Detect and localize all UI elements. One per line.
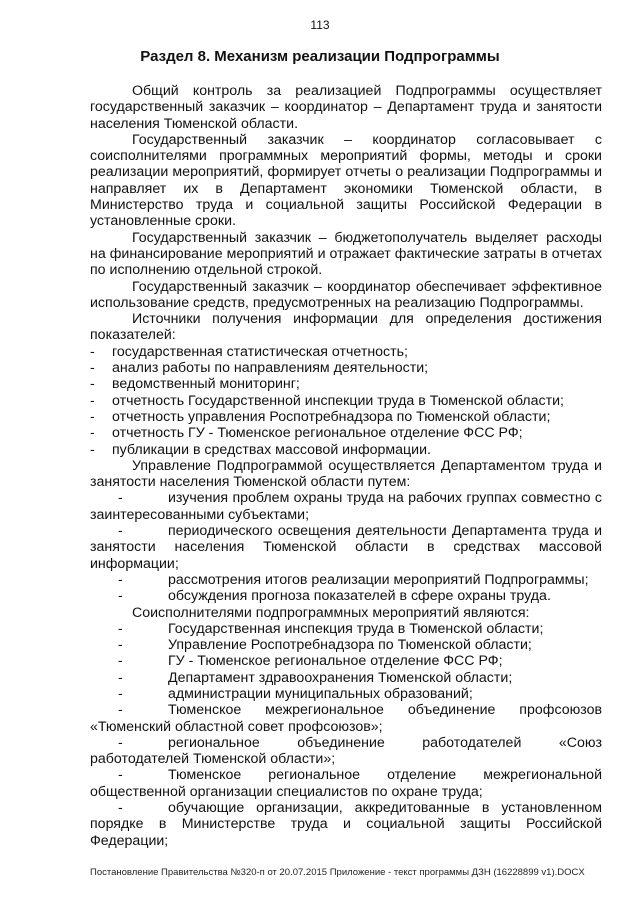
list-item: - ведомственный мониторинг; (90, 376, 300, 393)
list-item: - Управление Роспотребнадзора по Тюменской области; (118, 637, 532, 654)
document-footer: Постановление Правительства №320-п от 20.07.2015 Приложение - текст программы ДЗН (16228899 v1).DOCX (90, 867, 585, 878)
list-item: - Государственная инспекция труда в Тюменской области; (118, 620, 544, 637)
paragraph: Источники получения информации для определения достижения показателей: (90, 311, 602, 344)
bullet-marker: - (118, 767, 123, 784)
sources-list (90, 344, 602, 458)
bullet-marker: - (118, 523, 123, 540)
bullet-marker: - (118, 685, 123, 702)
list-item: - администрации муниципальных образований; (118, 685, 473, 702)
bullet-marker: - (118, 637, 123, 654)
list-item: - публикации в средствах массовой информации. (90, 441, 431, 458)
list-item: - обучающие организации, аккредитованные в установленном порядке в Министерстве труда и социальной защиты Российской Федерации; (90, 800, 602, 849)
list-item: - обсуждения прогноза показателей в сфере охраны труда. (118, 588, 551, 605)
bullet-marker: - (118, 734, 123, 751)
management-list (90, 490, 602, 604)
bullet-marker: - (118, 702, 123, 719)
document-body (90, 83, 602, 849)
bullet-marker: - (118, 490, 123, 507)
list-item: - ГУ - Тюменское региональное отделение ФСС РФ; (118, 653, 503, 670)
bullet-marker: - (90, 343, 95, 360)
paragraph: Общий контроль за реализацией Подпрограммы осуществляет государственный заказчик – координатор – Департамент труда и занятости населения Тюменской области. (90, 83, 602, 132)
bullet-marker: - (118, 571, 123, 588)
bullet-marker: - (90, 408, 95, 425)
paragraph: Государственный заказчик – координатор обеспечивает эффективное использование средств, предусмотренных на реализацию Подпрограммы. (90, 278, 602, 311)
section-title: Раздел 8. Механизм реализации Подпрограммы (140, 48, 500, 65)
list-item: - отчетность Государственной инспекции труда в Тюменской области; (90, 392, 564, 409)
list-item: - рассмотрения итогов реализации мероприятий Подпрограммы; (118, 571, 589, 588)
list-item: - отчетность управления Роспотребнадзора по Тюменской области; (90, 408, 551, 425)
bullet-marker: - (90, 392, 95, 409)
bullet-marker: - (90, 441, 95, 458)
page-number: 113 (310, 18, 330, 32)
bullet-marker: - (118, 653, 123, 670)
paragraph: Государственный заказчик – координатор согласовывает с соисполнителями программных мероприятий формы, методы и сроки реализации мероприятий, формирует отчеты о реализации Подпрограммы и направляет их в Департамент экономики Тюменской области, в Министерство труда и социальной защиты Российской Федерации в установленные сроки. (90, 131, 602, 230)
list-item: - Тюменское региональное отделение межрегиональной общественной организации специалистов по охране труда; (90, 767, 602, 800)
bullet-marker: - (90, 376, 95, 393)
list-item: - изучения проблем охраны труда на рабочих группах совместно с заинтересованными субъектами; (90, 490, 602, 523)
bullet-marker: - (118, 669, 123, 686)
bullet-marker: - (118, 588, 123, 605)
list-item: - Тюменское межрегиональное объединение профсоюзов «Тюменский областной совет профсоюзов»; (90, 702, 602, 735)
list-item: - Департамент здравоохранения Тюменской области; (118, 669, 513, 686)
list-item: - отчетность ГУ - Тюменское региональное отделение ФСС РФ; (90, 425, 523, 442)
list-item: - периодического освещения деятельности Департамента труда и занятости населения Тюменской области в средствах массовой информации; (90, 523, 602, 572)
coexecutors-intro: Соисполнителями подпрограммных мероприятий являются: (132, 604, 530, 621)
bullet-marker: - (118, 800, 123, 817)
list-item: - региональное объединение работодателей «Союз работодателей Тюменской области»; (90, 734, 602, 768)
paragraph: Государственный заказчик – бюджетополучатель выделяет расходы на финансирование мероприятий и отражает фактические затраты в отчетах по исполнению отдельной строкой. (90, 229, 602, 279)
management-intro: Управление Подпрограммой осуществляется Департаментом труда и занятости населения Тюменской области путем: (90, 457, 602, 491)
list-item: - государственная статистическая отчетность; (90, 343, 408, 360)
bullet-marker: - (90, 425, 95, 442)
bullet-marker: - (90, 360, 95, 377)
list-item: - анализ работы по направлениям деятельности; (90, 360, 429, 377)
bullet-marker: - (118, 620, 123, 637)
coexecutors-list (90, 621, 602, 849)
